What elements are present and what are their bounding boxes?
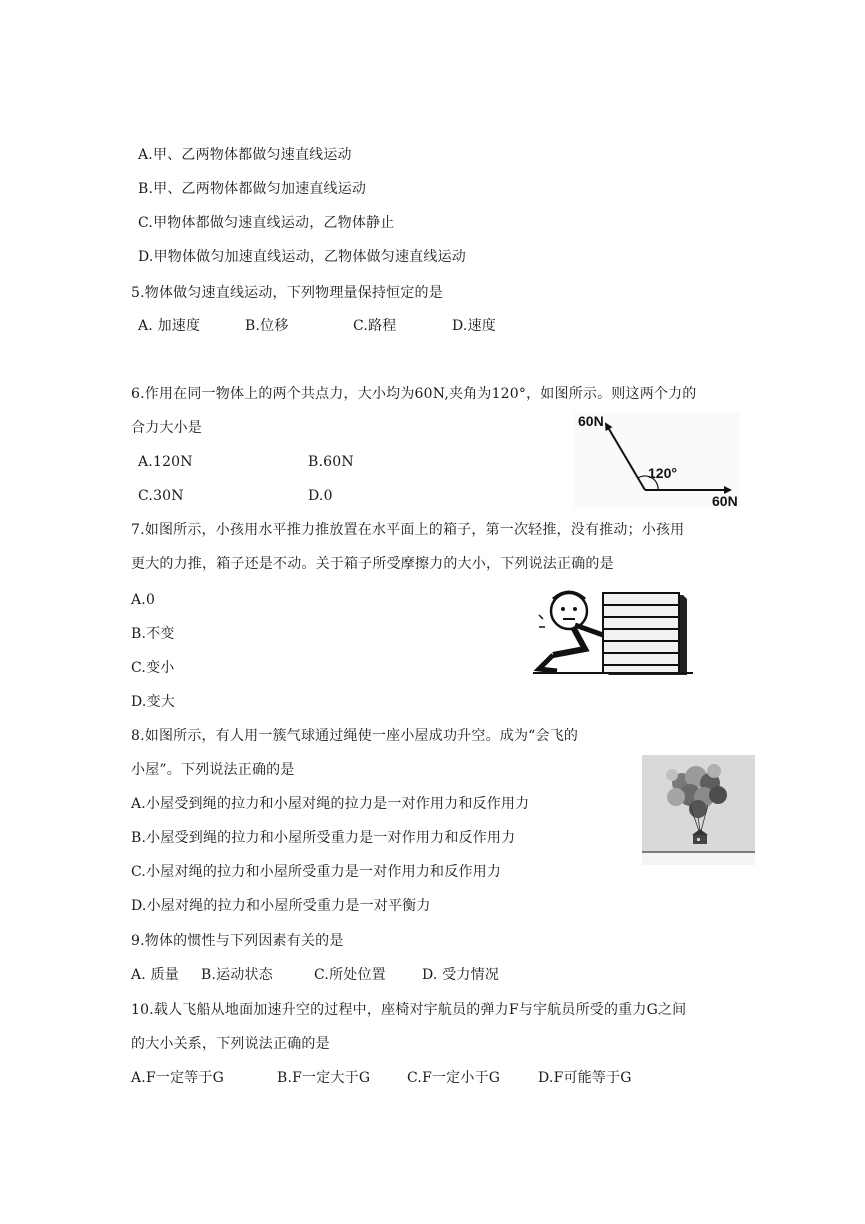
child-pushing-box-illustration <box>533 585 693 677</box>
sweat-marks <box>539 615 545 627</box>
q10-option-c: C.F一定小于G <box>407 1070 501 1086</box>
q10-stem-line2: 的大小关系，下列说法正确的是 <box>131 1036 330 1052</box>
q5-options <box>138 317 496 335</box>
q6-stem-line1: 6.作用在同一物体上的两个共点力，大小均为60N,夹角为120°，如图所示。则这两个力的 <box>131 386 697 402</box>
q7-stem-line2: 更大的力推，箱子还是不动。关于箱子所受摩擦力的大小，下列说法正确的是 <box>131 556 614 572</box>
q8-option-c: C.小屋对绳的拉力和小屋所受重力是一对作用力和反作用力 <box>131 864 502 880</box>
q6-stem-line2: 合力大小是 <box>131 420 202 436</box>
q6-option-c: C.30N <box>138 488 184 504</box>
q7-option-c: C.变小 <box>131 660 175 676</box>
q4-option-d: D.甲物体做匀加速直线运动，乙物体做匀速直线运动 <box>138 249 466 265</box>
flying-house-photo <box>642 755 755 865</box>
q10-option-d: D.F可能等于G <box>538 1070 632 1086</box>
q9-option-a: A. 质量 <box>131 967 180 983</box>
q9-option-b: B.运动状态 <box>201 967 273 983</box>
q7-option-a: A.0 <box>131 592 156 608</box>
ground-area <box>642 851 755 865</box>
q5-option-d: D.速度 <box>452 318 496 334</box>
q8-stem-line2: 小屋”。下列说法正确的是 <box>131 762 295 778</box>
q8-option-b: B.小屋受到绳的拉力和小屋所受重力是一对作用力和反作用力 <box>131 830 516 846</box>
q9-option-d: D. 受力情况 <box>422 967 500 983</box>
q8-stem-line1: 8.如图所示，有人用一簇气球通过绳使一座小屋成功升空。成为“会飞的 <box>131 728 579 744</box>
force-diagram <box>572 408 742 510</box>
q6-option-b: B.60N <box>308 454 354 470</box>
q6-option-a: A.120N <box>138 454 193 470</box>
q5-option-c: C.路程 <box>353 318 397 334</box>
q7-option-b: B.不变 <box>131 626 175 642</box>
q5-stem: 5.物体做匀速直线运动，下列物理量保持恒定的是 <box>131 285 443 301</box>
q7-stem-line1: 7.如图所示，小孩用水平推力推放置在水平面上的箱子，第一次轻推，没有推动；小孩用 <box>131 522 685 538</box>
force-label-top: 60N <box>578 413 604 429</box>
q9-option-c: C.所处位置 <box>314 967 386 983</box>
q5-option-b: B.位移 <box>245 318 289 334</box>
q10-stem-line1: 10.载人飞船从地面加速升空的过程中，座椅对宇航员的弹力F与宇航员所受的重力G之间 <box>131 1002 687 1018</box>
q8-option-a: A.小屋受到绳的拉力和小屋对绳的拉力是一对作用力和反作用力 <box>131 796 530 812</box>
child-head <box>551 593 587 629</box>
q4-option-c: C.甲物体都做匀速直线运动，乙物体静止 <box>138 215 395 231</box>
force-label-right: 60N <box>712 493 738 509</box>
q10-option-b: B.F一定大于G <box>277 1070 371 1086</box>
q5-option-a: A. 加速度 <box>138 318 201 334</box>
q4-option-b: B.甲、乙两物体都做匀加速直线运动 <box>138 181 367 197</box>
q6-option-d: D.0 <box>308 488 333 504</box>
q7-option-d: D.变大 <box>131 694 175 710</box>
child-body <box>553 627 585 655</box>
q4-option-a: A.甲、乙两物体都做匀速直线运动 <box>138 147 352 163</box>
q10-options <box>131 1069 632 1087</box>
q9-stem: 9.物体的惯性与下列因素有关的是 <box>131 933 344 949</box>
q8-option-d: D.小屋对绳的拉力和小屋所受重力是一对平衡力 <box>131 898 431 914</box>
angle-label: 120° <box>648 465 677 481</box>
q9-options <box>131 966 499 984</box>
q10-option-a: A.F一定等于G <box>131 1070 225 1086</box>
